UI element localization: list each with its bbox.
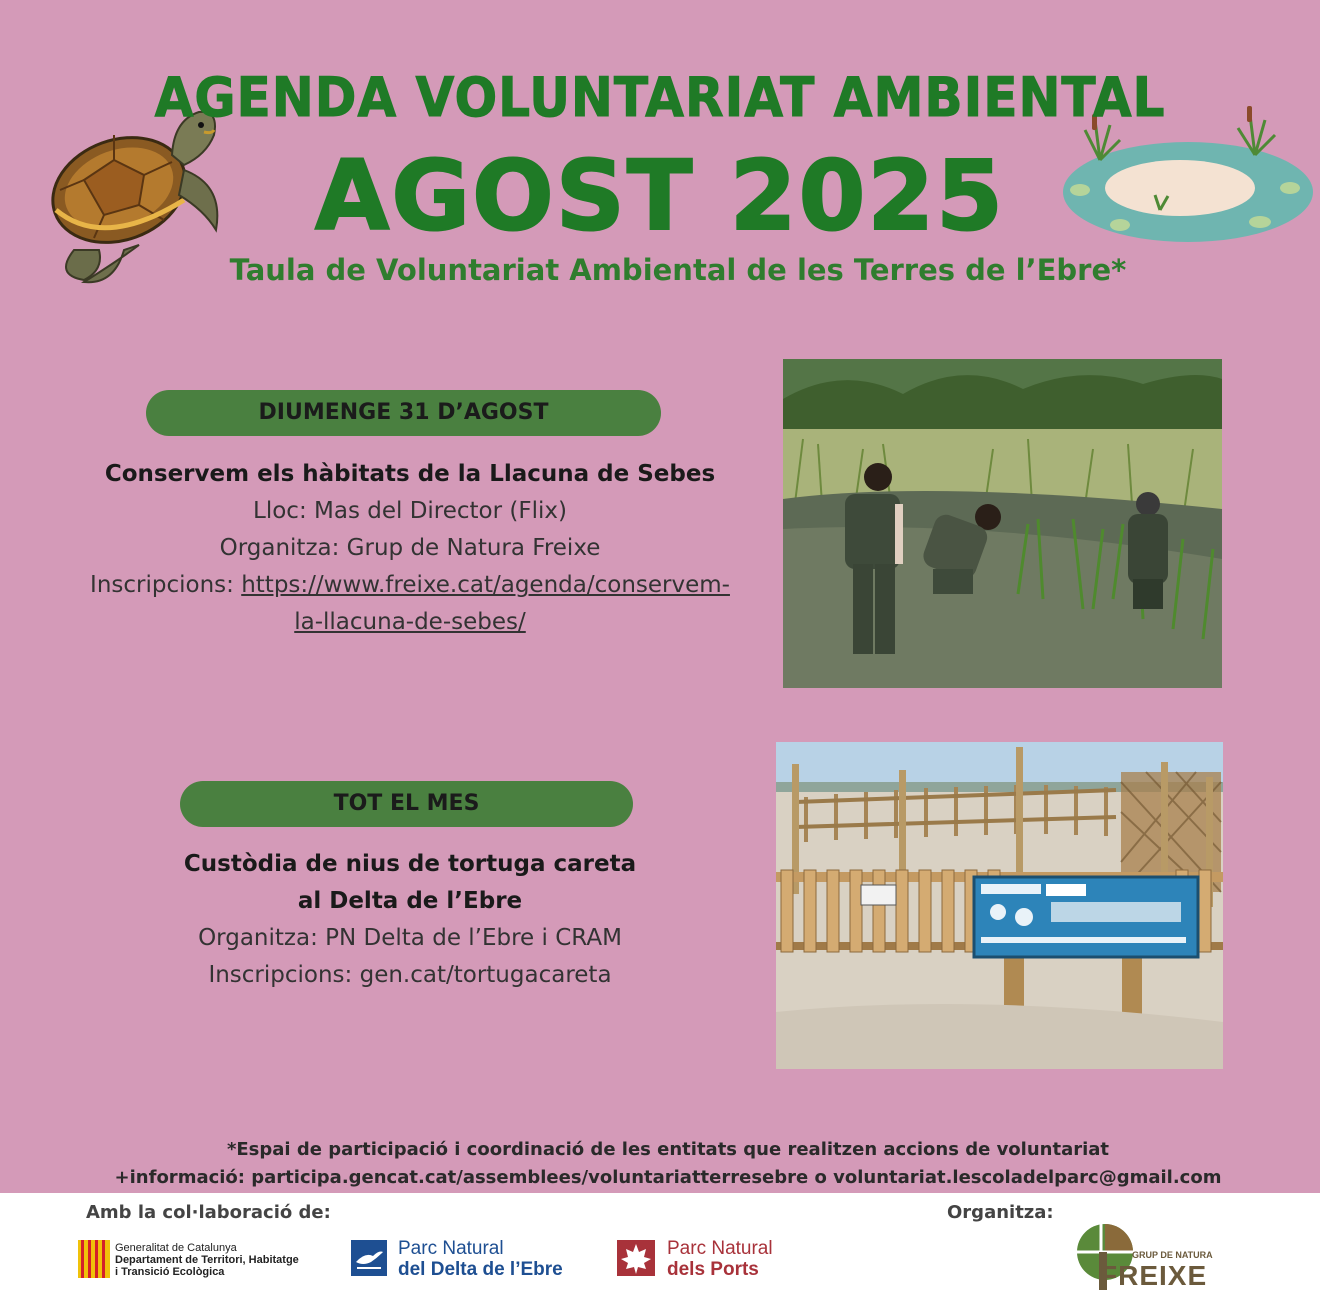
collaboration-label: Amb la col·laboració de: xyxy=(86,1202,331,1223)
parc-delta-line2: del Delta de l’Ebre xyxy=(398,1259,563,1280)
generalitat-flag-icon xyxy=(78,1240,110,1278)
department-name-continued: i Transició Ecològica xyxy=(115,1266,225,1278)
footnote-contact[interactable]: +informació: participa.gencat.cat/assemblees/voluntariatterresebre o voluntariat.lescoladelparc@gmail.com xyxy=(114,1167,1222,1188)
event-date-badge: DIUMENGE 31 D’AGOST xyxy=(146,390,661,436)
maple-leaf-icon xyxy=(617,1240,655,1276)
registration-link[interactable]: https://www.freixe.cat/agenda/conservem- xyxy=(241,572,730,598)
registration-prefix: Inscripcions: xyxy=(90,572,242,598)
event-title-continued: al Delta de l’Ebre xyxy=(297,888,523,914)
headline-title: AGENDA VOLUNTARIAT AMBIENTAL xyxy=(154,66,1166,129)
turtle-nest-photo xyxy=(776,742,1223,1069)
registration-link-continued[interactable]: la-llacuna-de-sebes/ xyxy=(294,609,526,635)
event-title: Custòdia de nius de tortuga careta xyxy=(183,851,637,877)
headline-month: AGOST 2025 xyxy=(315,140,1005,252)
organizer-prefix: Organitza: xyxy=(219,535,340,561)
parc-ports-line2: dels Ports xyxy=(667,1259,759,1280)
footnote-note: *Espai de participació i coordinació de les entitats que realitzen accions de voluntariat xyxy=(226,1139,1110,1160)
event-organizer xyxy=(120,920,700,957)
organizer-value: PN Delta de l’Ebre i CRAM xyxy=(317,925,622,951)
wetland-volunteers-photo xyxy=(783,359,1222,688)
footnotes xyxy=(0,1136,1320,1192)
event-registration: Inscripcions: gen.cat/tortugacareta xyxy=(208,962,612,988)
generalitat-name: Generalitat de Catalunya xyxy=(115,1242,237,1254)
event-details xyxy=(120,846,700,994)
event-title: Conservem els hàbitats de la Llacuna de Sebes xyxy=(104,461,716,487)
parc-ports-line1: Parc Natural xyxy=(667,1238,773,1259)
headline-subtitle: Taula de Voluntariat Ambiental de les Terres de l’Ebre* xyxy=(229,253,1127,287)
parc-delta-line1: Parc Natural xyxy=(398,1238,504,1259)
freixe-small-text: GRUP DE NATURA xyxy=(1132,1250,1213,1260)
delta-bird-icon xyxy=(351,1240,387,1276)
freixe-wordmark: FREIXE xyxy=(1100,1260,1208,1291)
event-date-badge: TOT EL MES xyxy=(180,781,633,827)
event-details xyxy=(40,456,780,641)
organizer-prefix: Organitza: xyxy=(198,925,318,951)
event-registration xyxy=(40,567,780,604)
organizer-label: Organitza: xyxy=(947,1202,1054,1223)
generalitat-text xyxy=(115,1242,299,1278)
department-name: Departament de Territori, Habitatge xyxy=(115,1254,299,1266)
parc-ports-text xyxy=(667,1238,773,1280)
event-organizer xyxy=(40,530,780,567)
parc-delta-text xyxy=(398,1238,563,1280)
event-location: Lloc: Mas del Director (Flix) xyxy=(253,498,567,524)
organizer-value: Grup de Natura Freixe xyxy=(339,535,601,561)
